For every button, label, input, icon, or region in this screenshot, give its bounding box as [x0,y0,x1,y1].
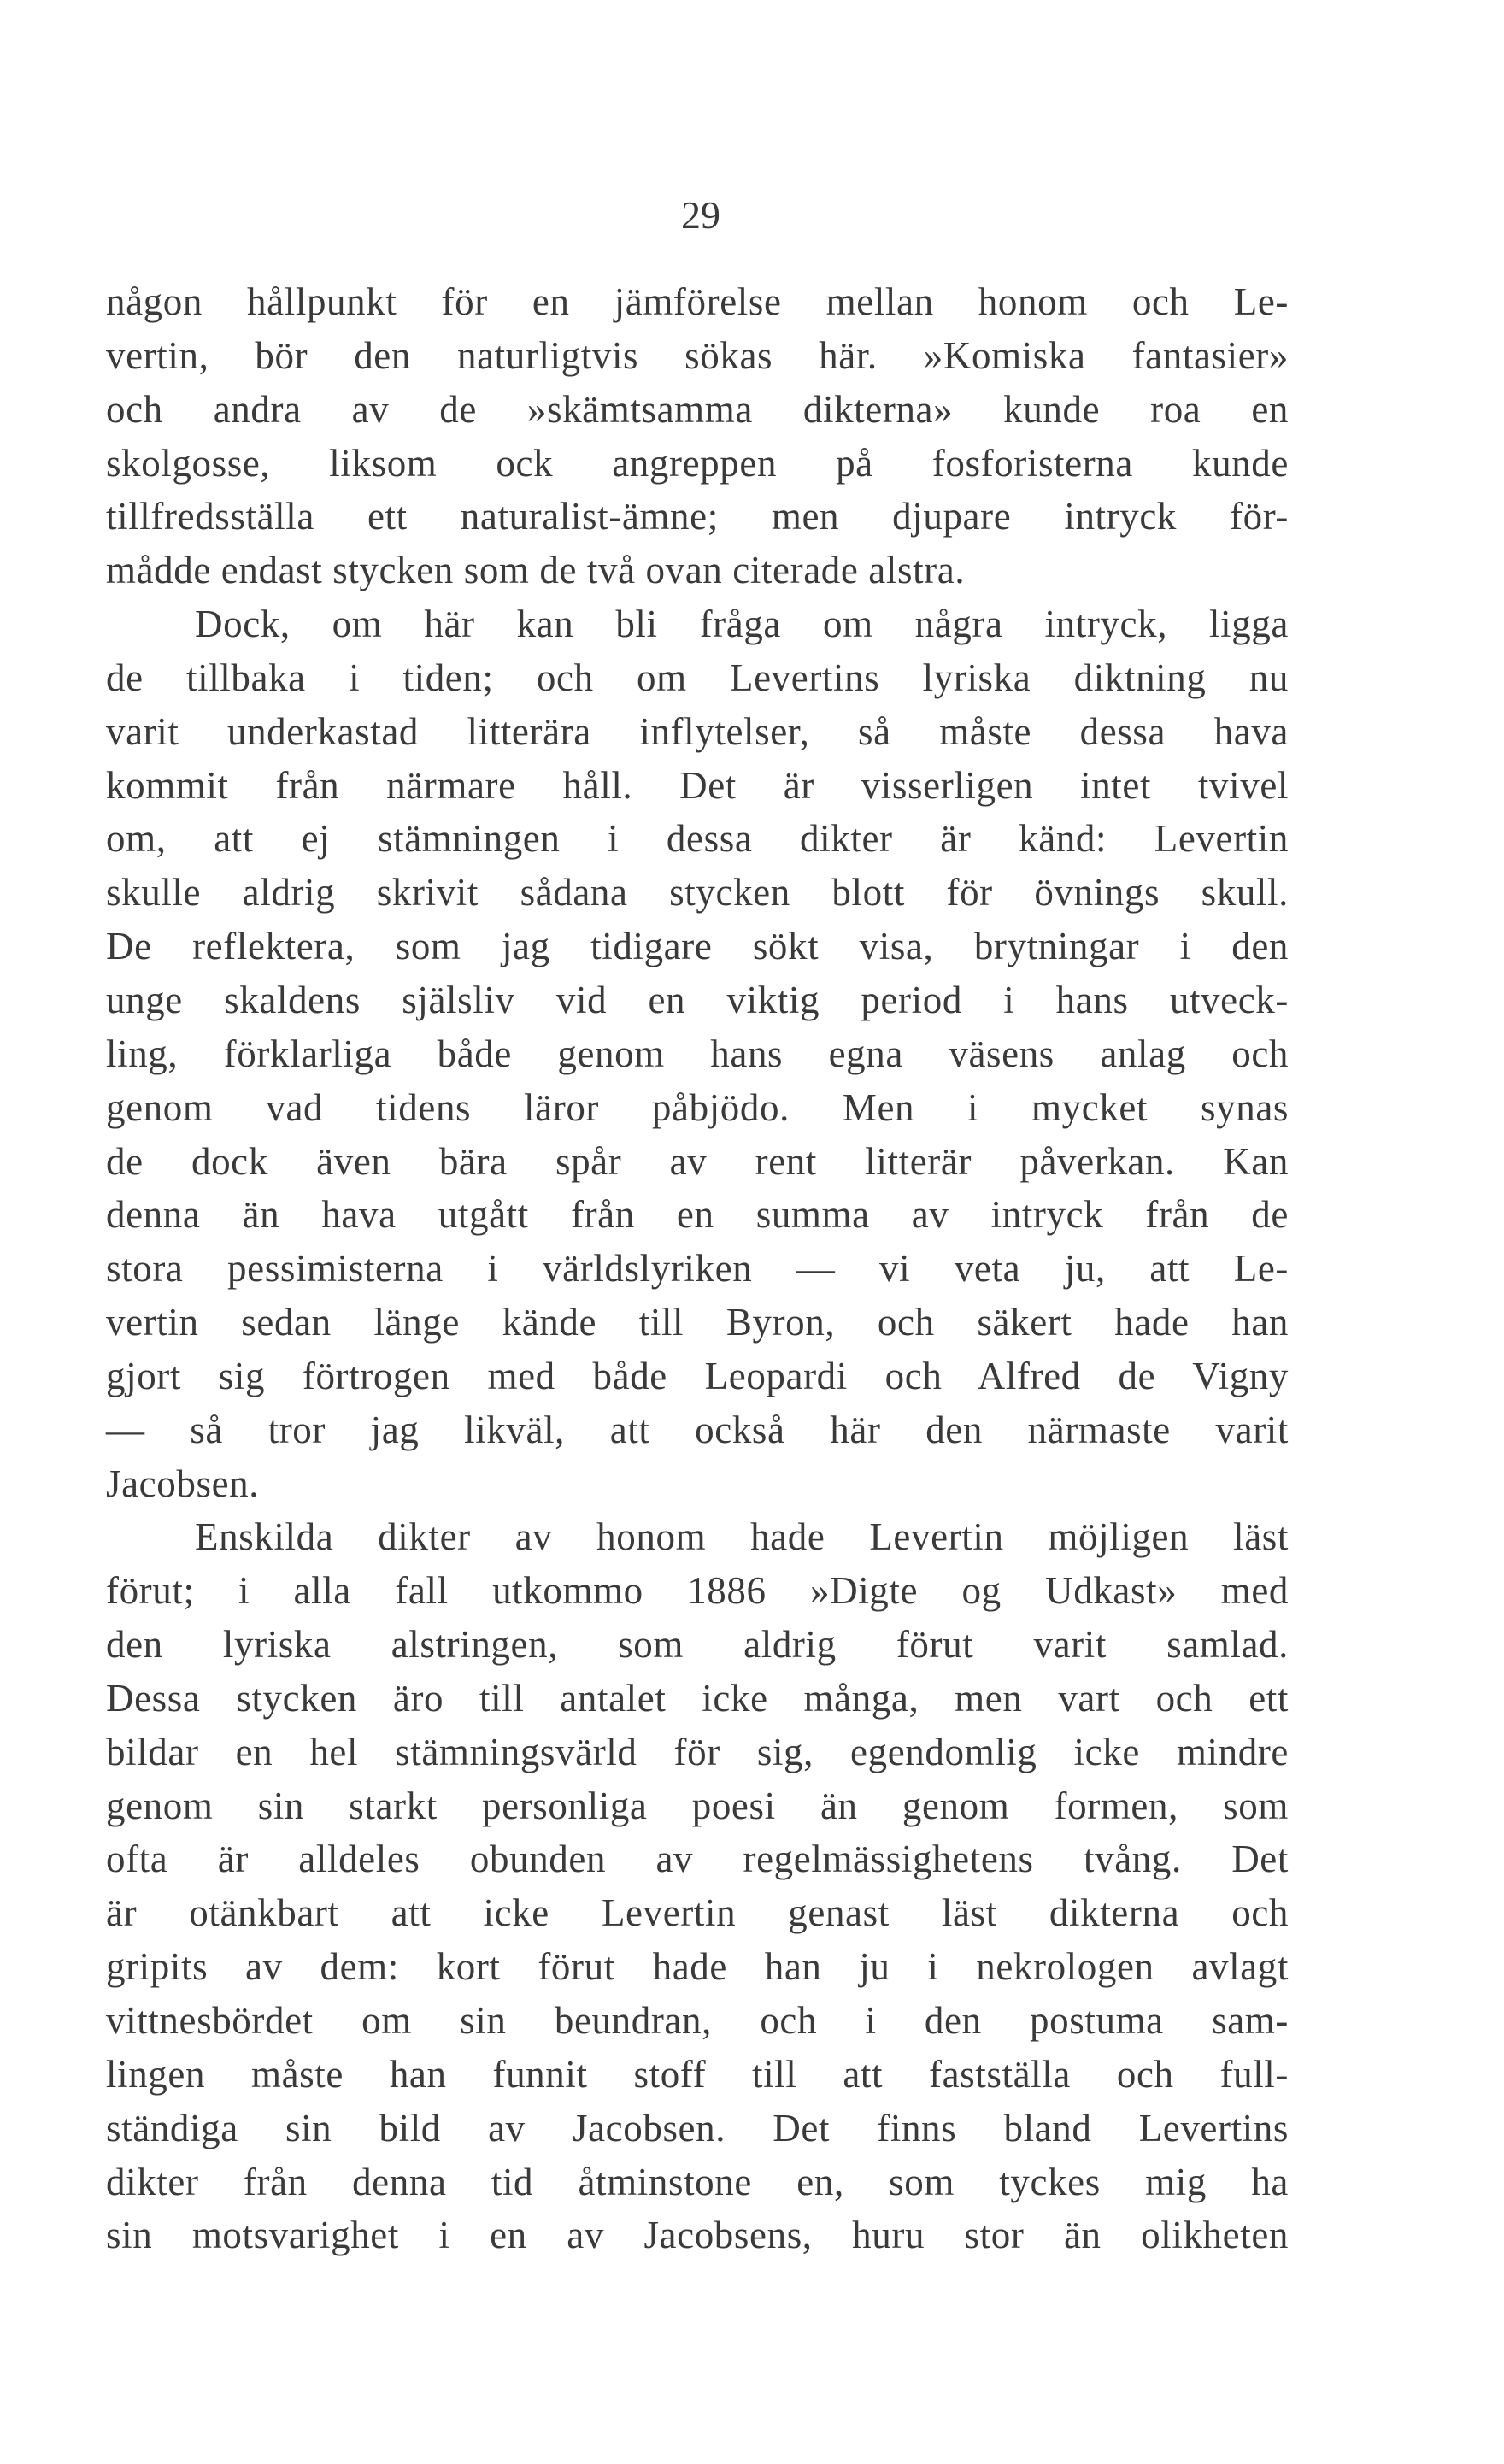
text-line: den lyriska alstringen, som aldrig förut varit samlad. [106,1623,1289,1667]
text-line: ofta är alldeles obunden av regelmässighetens tvång. Det [106,1838,1289,1881]
body-text [106,275,1289,2262]
text-line: — så tror jag likväl, att också här den närmaste varit [106,1408,1289,1451]
text-line: ständiga sin bild av Jacobsen. Det finns bland Levertins [106,2106,1289,2149]
text-line: skolgosse, liksom ock angreppen på fosforisterna kunde [106,441,1289,485]
text-line: tillfredsställa ett naturalist-ämne; men djupare intryck för- [106,495,1289,538]
text-line: dikter från denna tid åtminstone en, som tyckes mig ha [106,2160,1289,2203]
text-line: stora pessimisterna i världslyriken — vi veta ju, att Le- [106,1247,1289,1291]
text-line: är otänkbart att icke Levertin genast läst dikterna och [106,1891,1289,1935]
text-line: gripits av dem: kort förut hade han ju i nekrologen avlagt [106,1945,1289,1989]
page-number: 29 [681,193,720,237]
text-line: lingen måste han funnit stoff till att fastställa och full- [106,2052,1289,2096]
text-line: Dock, om här kan bli fråga om några intryck, ligga [195,603,1289,646]
text-line: ling, förklarliga både genom hans egna väsens anlag och [106,1032,1289,1075]
text-line: Jacobsen. [106,1461,260,1505]
text-line: varit underkastad litterära inflytelser, så måste dessa hava [106,709,1289,753]
text-line: vertin, bör den naturligtvis sökas här. »Komiska fantasier» [106,333,1289,377]
text-line: sin motsvarighet i en av Jacobsens, huru stor än olikheten [106,2214,1289,2257]
text-line: kommit från närmare håll. Det är visserligen intet tvivel [106,763,1289,807]
text-line: Dessa stycken äro till antalet icke många, men vart och ett [106,1676,1289,1720]
text-line: bildar en hel stämningsvärld för sig, egendomlig icke mindre [106,1730,1289,1773]
text-line: de dock även bära spår av rent litterär påverkan. Kan [106,1139,1289,1183]
text-line: någon hållpunkt för en jämförelse mellan honom och Le- [106,280,1289,323]
text-line: genom vad tidens läror påbjödo. Men i mycket synas [106,1085,1289,1129]
text-line: genom sin starkt personliga poesi än genom formen, som [106,1784,1289,1827]
text-line: unge skaldens själsliv vid en viktig period i hans utveck- [106,978,1289,1021]
text-line: vertin sedan länge kände till Byron, och säkert hade han [106,1301,1289,1344]
text-line: skulle aldrig skrivit sådana stycken blott för övnings skull. [106,871,1289,914]
text-line: gjort sig förtrogen med både Leopardi och Alfred de Vigny [106,1354,1289,1397]
text-line: denna än hava utgått från en summa av intryck från de [106,1193,1289,1237]
text-line: och andra av de »skämtsamma dikterna» kunde roa en [106,387,1289,431]
text-line: vittnesbördet om sin beundran, och i den postuma sam- [106,1999,1289,2042]
text-line: mådde endast stycken som de två ovan citerade alstra. [106,549,966,592]
text-line: om, att ej stämningen i dessa dikter är känd: Levertin [106,817,1289,861]
text-line: Enskilda dikter av honom hade Levertin möjligen läst [195,1515,1289,1559]
text-line: förut; i alla fall utkommo 1886 »Digte og Udkast» med [106,1569,1289,1613]
text-line: de tillbaka i tiden; och om Levertins lyriska diktning nu [106,656,1289,699]
text-line: De reflektera, som jag tidigare sökt visa, brytningar i den [106,925,1289,968]
